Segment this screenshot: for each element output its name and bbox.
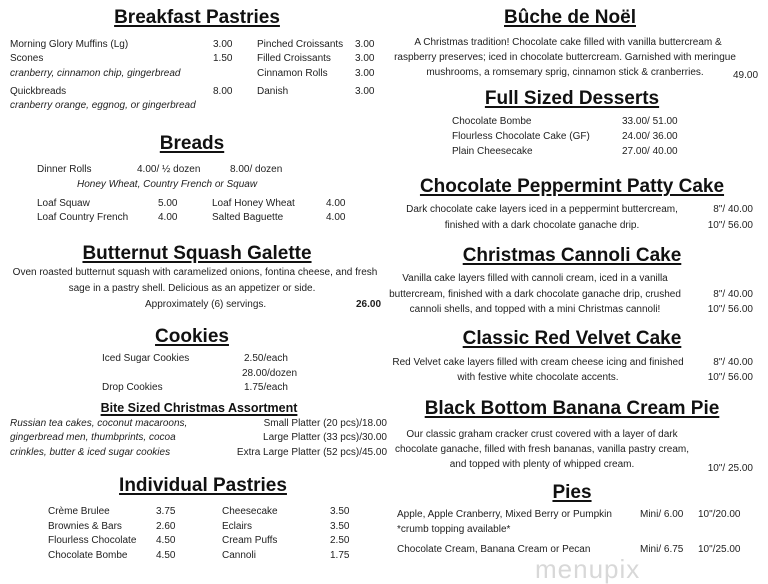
cake-price: 8"/ 40.00 xyxy=(713,204,753,215)
galette-heading: Butternut Squash Galette xyxy=(82,243,312,264)
item-note: cranberry orange, eggnog, or gingerbread xyxy=(10,100,196,111)
galette-servings: Approximately (6) servings. xyxy=(145,299,267,310)
item-name: Cream Puffs xyxy=(222,535,278,546)
pie-name: Apple, Apple Cranberry, Mixed Berry or Pumpkin xyxy=(397,509,612,520)
galette-desc: Oven roasted butternut squash with caramelized onions, fontina cheese, and fresh xyxy=(12,267,378,278)
cake-price: 10"/ 56.00 xyxy=(707,304,753,315)
item-note: cranberry, cinnamon chip, gingerbread xyxy=(10,68,181,79)
item-name: Plain Cheesecake xyxy=(452,146,533,157)
watermark: menupix xyxy=(535,554,641,584)
cake-price: 10"/ 56.00 xyxy=(707,372,753,383)
item-name: Brownies & Bars xyxy=(48,521,122,532)
cake-desc: Red Velvet cake layers filled with cream cheese icing and finished xyxy=(392,357,684,368)
banana-pie-heading: Black Bottom Banana Cream Pie xyxy=(424,398,720,419)
item-price: 3.00 xyxy=(355,53,375,64)
galette-desc: sage in a pastry shell. Delicious as an appetizer or side. xyxy=(68,283,316,294)
item-price: 24.00/ 36.00 xyxy=(622,131,678,142)
item-name: Pinched Croissants xyxy=(257,39,344,50)
item-name: Filled Croissants xyxy=(257,53,331,64)
cake-price: 8"/ 40.00 xyxy=(713,289,753,300)
item-name: Chocolate Bombe xyxy=(452,116,532,127)
item-price: 2.50 xyxy=(330,535,350,546)
item-name: Quickbreads xyxy=(10,86,67,97)
galette-price: 26.00 xyxy=(356,299,382,310)
item-name: Dinner Rolls xyxy=(37,164,92,175)
item-name: Salted Baguette xyxy=(212,212,284,223)
buche-desc: raspberry preserves; iced in chocolate buttercream. Garnished with meringue xyxy=(394,52,736,63)
cake-desc: finished with a dark chocolate ganache drip. xyxy=(444,220,640,231)
buche-desc: mushrooms, a romsemary sprig, cinnamon stick & cranberries. xyxy=(426,67,704,78)
item-price: 27.00/ 40.00 xyxy=(622,146,678,157)
cake-price: 10"/ 56.00 xyxy=(707,220,753,231)
item-name: Danish xyxy=(257,86,289,97)
assortment-desc: gingerbread men, thumbprints, cocoa xyxy=(10,432,176,443)
platter-price: Extra Large Platter (52 pcs)/45.00 xyxy=(236,447,387,458)
cookies-heading: Cookies xyxy=(155,326,229,347)
item-name: Chocolate Bombe xyxy=(48,550,128,561)
red-velvet-heading: Classic Red Velvet Cake xyxy=(462,328,682,349)
item-name: Cinnamon Rolls xyxy=(257,68,328,79)
item-price: 4.00/ ½ dozen xyxy=(137,164,201,175)
pies-heading: Pies xyxy=(552,482,592,503)
item-note: Honey Wheat, Country French or Squaw xyxy=(77,179,258,190)
item-price: 4.00 xyxy=(326,212,346,223)
item-name: Crème Brulee xyxy=(48,506,110,517)
item-name: Drop Cookies xyxy=(102,382,163,393)
cake-desc: cannoli shells, and topped with a mini Christmas cannoli! xyxy=(409,304,661,315)
item-name: Loaf Squaw xyxy=(37,198,90,209)
buche-price: 49.00 xyxy=(733,70,759,81)
item-name: Scones xyxy=(10,53,44,64)
platter-price: Large Platter (33 pcs)/30.00 xyxy=(263,432,387,443)
item-price: 3.00 xyxy=(355,86,375,97)
item-name: Loaf Country French xyxy=(37,212,129,223)
item-price: 1.75/each xyxy=(244,382,288,393)
individual-pastries-heading: Individual Pastries xyxy=(119,475,287,496)
item-name: Cheesecake xyxy=(222,506,278,517)
item-name: Cannoli xyxy=(222,550,256,561)
cake-desc: buttercream, finished with a dark chocolate ganache drip, crushed xyxy=(389,289,681,300)
pie-desc: chocolate ganache, filled with fresh bananas, vanilla pastry cream, xyxy=(394,444,690,455)
item-price: 4.50 xyxy=(156,550,176,561)
platter-price: Small Platter (20 pcs)/18.00 xyxy=(263,418,387,429)
pie-price: 10"/ 25.00 xyxy=(707,463,753,474)
item-price: 5.00 xyxy=(158,198,178,209)
item-price: 3.75 xyxy=(156,506,176,517)
cake-desc: Vanilla cake layers filled with cannoli cream, iced in a vanilla xyxy=(402,273,668,284)
buche-heading: Bûche de Noël xyxy=(504,7,636,28)
item-price: 8.00 xyxy=(213,86,233,97)
cake-desc: with festive white chocolate accents. xyxy=(457,372,619,383)
item-price: 1.75 xyxy=(330,550,350,561)
assortment-desc: Russian tea cakes, coconut macaroons, xyxy=(10,418,188,429)
item-name: Flourless Chocolate Cake (GF) xyxy=(452,131,590,142)
item-price: 33.00/ 51.00 xyxy=(622,116,678,127)
item-name: Flourless Chocolate xyxy=(48,535,137,546)
pie-name: Chocolate Cream, Banana Cream or Pecan xyxy=(397,544,591,555)
assortment-heading: Bite Sized Christmas Assortment xyxy=(100,401,298,415)
item-price: 3.00 xyxy=(355,68,375,79)
cannoli-cake-heading: Christmas Cannoli Cake xyxy=(462,245,682,266)
item-price: 3.50 xyxy=(330,521,350,532)
pie-full-price: 10"/20.00 xyxy=(698,509,741,520)
breakfast-pastries-heading: Breakfast Pastries xyxy=(114,7,280,28)
pie-desc: Our classic graham cracker crust covered with a layer of dark xyxy=(406,429,678,440)
item-price: 2.60 xyxy=(156,521,176,532)
cake-desc: Dark chocolate cake layers iced in a peppermint buttercream, xyxy=(406,204,678,215)
peppermint-heading: Chocolate Peppermint Patty Cake xyxy=(419,176,725,197)
item-price: 1.50 xyxy=(213,53,233,64)
item-price: 28.00/dozen xyxy=(242,368,298,379)
full-sized-heading: Full Sized Desserts xyxy=(484,88,660,109)
buche-desc: A Christmas tradition! Chocolate cake filled with vanilla buttercream & xyxy=(414,37,722,48)
pie-note: *crumb topping available* xyxy=(397,524,511,535)
item-price: 4.50 xyxy=(156,535,176,546)
assortment-desc: crinkles, butter & iced sugar cookies xyxy=(10,447,171,458)
pie-full-price: 10"/25.00 xyxy=(698,544,741,555)
pie-mini-price: Mini/ 6.00 xyxy=(640,509,684,520)
item-name: Morning Glory Muffins (Lg) xyxy=(10,39,129,50)
pie-mini-price: Mini/ 6.75 xyxy=(640,544,684,555)
item-name: Iced Sugar Cookies xyxy=(102,353,190,364)
breads-heading: Breads xyxy=(159,133,225,154)
item-price: 3.00 xyxy=(355,39,375,50)
item-price: 2.50/each xyxy=(244,353,288,364)
cake-price: 8"/ 40.00 xyxy=(713,357,753,368)
item-price: 4.00 xyxy=(158,212,178,223)
item-price: 4.00 xyxy=(326,198,346,209)
item-price: 8.00/ dozen xyxy=(230,164,283,175)
item-name: Loaf Honey Wheat xyxy=(212,198,295,209)
item-price: 3.00 xyxy=(213,39,233,50)
item-price: 3.50 xyxy=(330,506,350,517)
pie-desc: and topped with plenty of whipped cream. xyxy=(449,459,635,470)
item-name: Eclairs xyxy=(222,521,253,532)
